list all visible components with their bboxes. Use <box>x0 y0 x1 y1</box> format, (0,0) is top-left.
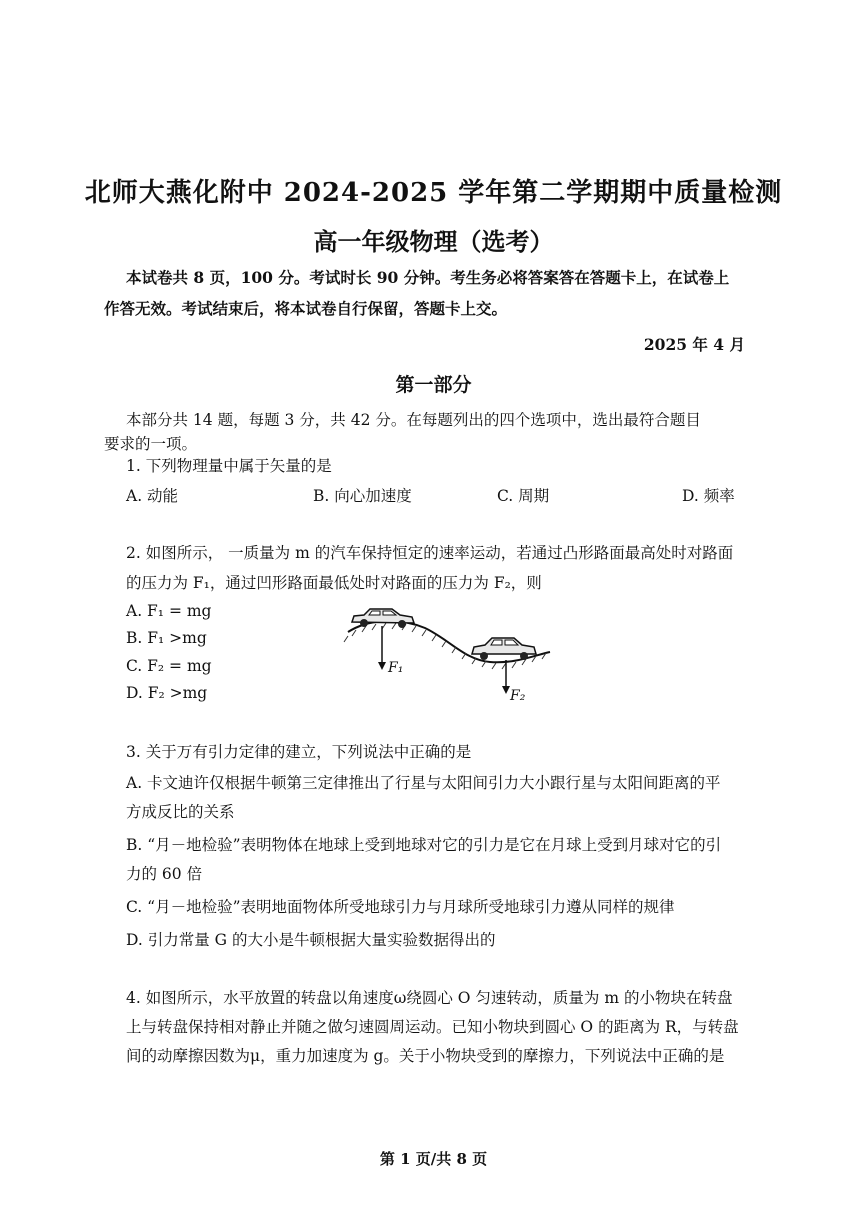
q1-option-d: D. 频率 <box>682 487 735 505</box>
q1-option-b: B. 向心加速度 <box>313 487 412 505</box>
q3-option-d: D. 引力常量 G 的大小是牛顿根据大量实验数据得出的 <box>126 931 496 949</box>
q2-option-c: C. F₂ = mg <box>126 657 212 675</box>
q4-stem-line-1: 4. 如图所示，水平放置的转盘以角速度ω绕圆心 O 匀速转动，质量为 m 的小物块在转盘 <box>126 989 733 1007</box>
q2-option-b: B. F₁ >mg <box>126 629 207 647</box>
q2-stem-line-2: 的压力为 F₁，通过凹形路面最低处时对路面的压力为 F₂，则 <box>126 574 542 592</box>
car-in-valley <box>472 638 536 660</box>
notice-line-2: 作答无效。考试结束后，将本试卷自行保留，答题卡上交。 <box>104 299 508 318</box>
part-intro-line-2: 要求的一项。 <box>104 435 198 453</box>
force-arrow-f1 <box>378 626 386 670</box>
q4-stem-line-3: 间的动摩擦因数为μ，重力加速度为 g。关于小物块受到的摩擦力，下列说法中正确的是 <box>126 1047 725 1065</box>
q3-option-a-line-1: A. 卡文迪许仅根据牛顿第三定律推出了行星与太阳间引力大小跟行星与太阳间距离的平 <box>126 774 721 792</box>
exam-subtitle: 高一年级物理（选考） <box>313 227 554 256</box>
notice-line-1: 本试卷共 8 页，100 分。考试时长 90 分钟。考生务必将答案答在答题卡上，在试卷上 <box>126 268 730 287</box>
part-intro-line-1: 本部分共 14 题，每题 3 分，共 42 分。在每题列出的四个选项中，选出最符合题目 <box>126 411 701 429</box>
force-arrow-f2 <box>502 660 510 694</box>
q2-option-a: A. F₁ = mg <box>126 602 212 620</box>
q2-option-d: D. F₂ >mg <box>126 684 208 702</box>
exam-title: 北师大燕化附中 2024-2025 学年第二学期期中质量检测 <box>84 178 783 208</box>
f1-label: F₁ <box>388 660 404 676</box>
q4-stem-line-2: 上与转盘保持相对静止并随之做匀速圆周运动。已知小物块到圆心 O 的距离为 R，与转盘 <box>126 1018 739 1036</box>
q3-option-a-line-2: 方成反比的关系 <box>126 803 235 821</box>
q1-stem: 1. 下列物理量中属于矢量的是 <box>126 457 332 475</box>
exam-date: 2025 年 4 月 <box>643 335 745 354</box>
f2-label: F₂ <box>510 688 526 704</box>
page-footer: 第 1 页/共 8 页 <box>379 1150 488 1168</box>
q3-option-b-line-1: B. “月－地检验”表明物体在地球上受到地球对它的引力是它在月球上受到月球对它的引 <box>126 836 722 854</box>
q2-road-figure <box>340 600 560 710</box>
car-on-hill <box>352 609 414 628</box>
q3-stem: 3. 关于万有引力定律的建立，下列说法中正确的是 <box>126 743 472 761</box>
q3-option-c: C. “月－地检验”表明地面物体所受地球引力与月球所受地球引力遵从同样的规律 <box>126 898 675 916</box>
q3-option-b-line-2: 力的 60 倍 <box>126 865 203 883</box>
q1-option-a: A. 动能 <box>126 487 179 505</box>
part-title: 第一部分 <box>395 374 472 396</box>
q1-option-c: C. 周期 <box>497 487 550 505</box>
q2-stem-line-1: 2. 如图所示， 一质量为 m 的汽车保持恒定的速率运动，若通过凸形路面最高处时对路面 <box>126 544 734 562</box>
